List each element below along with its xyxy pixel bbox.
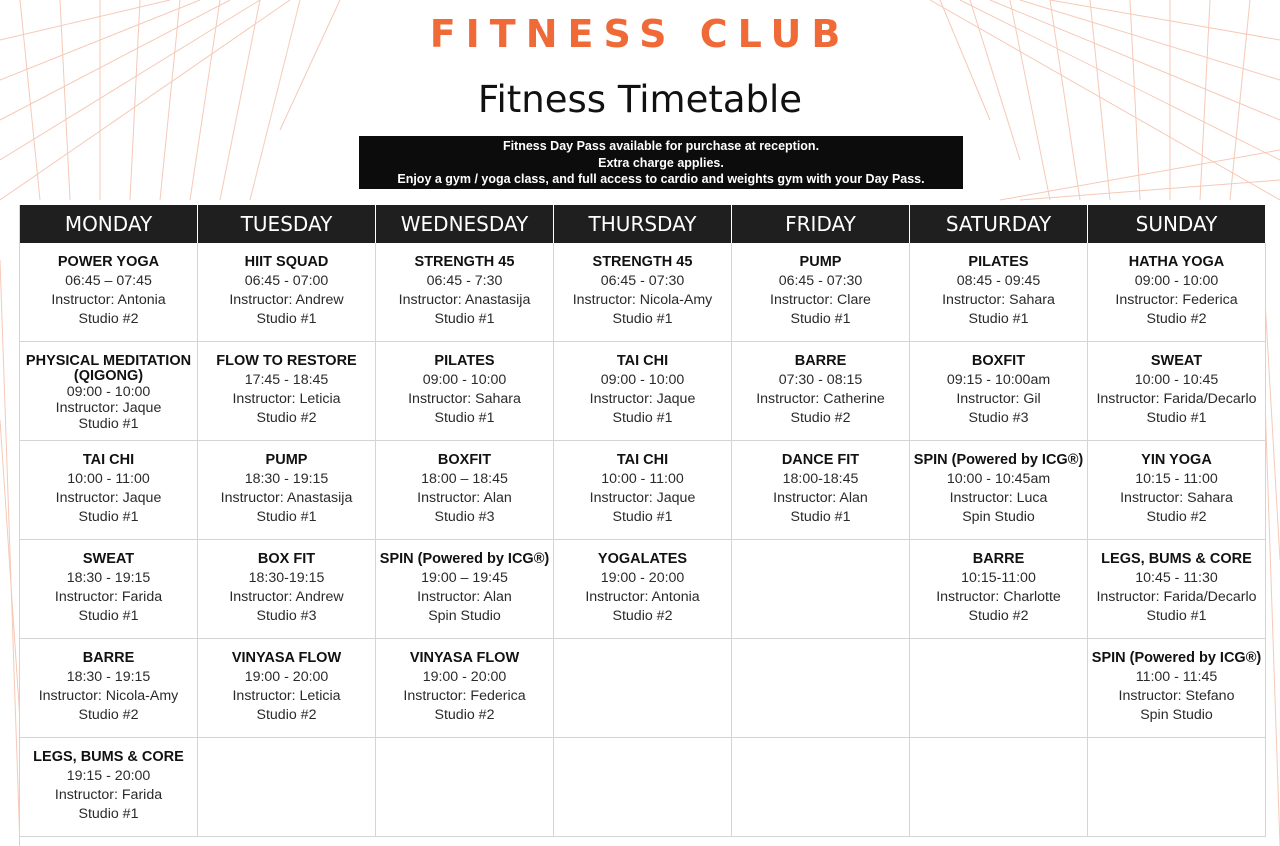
class-slot-friday xyxy=(732,441,910,540)
class-slot-thursday xyxy=(554,342,732,441)
class-room: Spin Studio xyxy=(1140,707,1213,723)
class-time: 19:00 – 19:45 xyxy=(421,570,508,586)
class-time: 10:15-11:00 xyxy=(961,570,1036,586)
class-slot-friday xyxy=(732,342,910,441)
class-room: Studio #1 xyxy=(78,608,139,624)
class-room: Studio #3 xyxy=(968,410,1029,426)
class-time: 09:00 - 10:00 xyxy=(1134,273,1219,289)
class-instructor: Instructor: Clare xyxy=(770,292,871,308)
day-header-sunday: SUNDAY xyxy=(1088,205,1266,243)
class-instructor: Instructor: Farida/Decarlo xyxy=(1096,391,1257,407)
class-room: Studio #1 xyxy=(1146,608,1207,624)
empty-slot-tuesday xyxy=(198,738,376,837)
class-time: 19:00 - 20:00 xyxy=(600,570,685,586)
class-time: 09:00 - 10:00 xyxy=(66,384,151,400)
brand-logo-text: FITNESS CLUB xyxy=(429,12,851,56)
class-room: Spin Studio xyxy=(962,509,1035,525)
class-time: 17:45 - 18:45 xyxy=(244,372,329,388)
class-name: TAI CHI xyxy=(616,452,669,468)
class-name: YIN YOGA xyxy=(1141,452,1212,468)
class-slot-thursday xyxy=(554,441,732,540)
class-room: Studio #2 xyxy=(78,707,139,723)
empty-slot-sunday xyxy=(1088,738,1266,837)
class-instructor: Instructor: Leticia xyxy=(232,688,341,704)
class-slot-saturday xyxy=(910,243,1088,342)
notice-line-1: Fitness Day Pass available for purchase at reception. xyxy=(502,139,820,153)
class-room: Studio #1 xyxy=(78,806,139,822)
class-name: YOGALATES xyxy=(597,551,688,567)
class-room: Studio #2 xyxy=(790,410,851,426)
class-room: Studio #1 xyxy=(968,311,1029,327)
class-name: PHYSICAL MEDITATION (QIGONG) xyxy=(25,353,192,384)
class-slot-sunday xyxy=(1088,342,1266,441)
class-name: LEGS, BUMS & CORE xyxy=(33,749,184,765)
class-name: VINYASA FLOW xyxy=(409,650,520,666)
class-name: TAI CHI xyxy=(82,452,135,468)
class-name: PILATES xyxy=(434,353,495,369)
class-instructor: Instructor: Alan xyxy=(417,589,512,605)
class-room: Studio #2 xyxy=(78,311,139,327)
class-instructor: Instructor: Jaque xyxy=(589,391,696,407)
class-slot-tuesday xyxy=(198,441,376,540)
day-header-wednesday: WEDNESDAY xyxy=(376,205,554,243)
class-slot-monday xyxy=(20,738,198,837)
class-instructor: Instructor: Alan xyxy=(417,490,512,506)
empty-slot-friday xyxy=(732,639,910,738)
class-room: Studio #1 xyxy=(1146,410,1207,426)
class-slot-wednesday xyxy=(376,243,554,342)
class-slot-saturday xyxy=(910,441,1088,540)
class-time: 19:00 - 20:00 xyxy=(244,669,329,685)
day-pass-notice xyxy=(359,136,963,189)
class-instructor: Instructor: Leticia xyxy=(232,391,341,407)
class-instructor: Instructor: Nicola-Amy xyxy=(38,688,179,704)
class-instructor: Instructor: Sahara xyxy=(408,391,521,407)
class-slot-sunday xyxy=(1088,441,1266,540)
class-name: BARRE xyxy=(794,353,847,369)
class-time: 10:45 - 11:30 xyxy=(1135,570,1218,586)
class-slot-monday xyxy=(20,540,198,639)
class-time: 10:00 - 11:00 xyxy=(601,471,684,487)
class-name: HATHA YOGA xyxy=(1128,254,1225,270)
class-name: BOXFIT xyxy=(437,452,492,468)
class-name: PUMP xyxy=(265,452,308,468)
class-instructor: Instructor: Farida xyxy=(54,589,163,605)
class-room: Studio #1 xyxy=(78,509,139,525)
class-time: 18:00-18:45 xyxy=(782,471,859,487)
class-room: Studio #2 xyxy=(1146,509,1207,525)
class-time: 07:30 - 08:15 xyxy=(778,372,863,388)
class-slot-saturday xyxy=(910,540,1088,639)
class-slot-wednesday xyxy=(376,639,554,738)
class-instructor: Instructor: Stefano xyxy=(1118,688,1235,704)
class-instructor: Instructor: Anastasija xyxy=(398,292,531,308)
class-room: Studio #2 xyxy=(612,608,673,624)
class-name: STRENGTH 45 xyxy=(414,254,515,270)
class-name: BOX FIT xyxy=(257,551,316,567)
class-instructor: Instructor: Sahara xyxy=(1120,490,1233,506)
class-room: Studio #1 xyxy=(790,311,851,327)
class-instructor: Instructor: Charlotte xyxy=(936,589,1061,605)
class-room: Studio #1 xyxy=(790,509,851,525)
notice-line-3: Enjoy a gym / yoga class, and full access to cardio and weights gym with your Day Pass. xyxy=(397,172,925,186)
empty-slot-thursday xyxy=(554,738,732,837)
class-name: STRENGTH 45 xyxy=(592,254,693,270)
day-header-friday: FRIDAY xyxy=(732,205,910,243)
class-name: SPIN (Powered by ICG®) xyxy=(913,452,1084,468)
class-slot-saturday xyxy=(910,342,1088,441)
day-header-tuesday: TUESDAY xyxy=(198,205,376,243)
class-room: Studio #1 xyxy=(256,311,317,327)
class-name: FLOW TO RESTORE xyxy=(216,353,357,369)
class-name: SWEAT xyxy=(1150,353,1203,369)
class-time: 06:45 - 07:30 xyxy=(778,273,863,289)
class-room: Studio #1 xyxy=(612,509,673,525)
class-room: Studio #2 xyxy=(256,410,317,426)
class-room: Studio #1 xyxy=(434,311,495,327)
class-instructor: Instructor: Andrew xyxy=(229,292,344,308)
class-room: Studio #3 xyxy=(434,509,495,525)
class-room: Studio #2 xyxy=(968,608,1029,624)
class-instructor: Instructor: Jaque xyxy=(55,490,162,506)
notice-line-2: Extra charge applies. xyxy=(598,155,724,170)
class-instructor: Instructor: Farida xyxy=(54,787,163,803)
class-slot-tuesday xyxy=(198,243,376,342)
class-room: Studio #1 xyxy=(256,509,317,525)
class-slot-thursday xyxy=(554,243,732,342)
class-room: Studio #2 xyxy=(256,707,317,723)
class-room: Studio #1 xyxy=(612,311,673,327)
empty-slot-wednesday xyxy=(376,738,554,837)
class-time: 06:45 - 07:00 xyxy=(244,273,329,289)
class-slot-wednesday xyxy=(376,342,554,441)
class-instructor: Instructor: Anastasija xyxy=(220,490,353,506)
class-instructor: Instructor: Nicola-Amy xyxy=(572,292,713,308)
class-slot-tuesday xyxy=(198,540,376,639)
class-slot-friday xyxy=(732,243,910,342)
class-room: Studio #2 xyxy=(1146,311,1207,327)
class-time: 10:00 - 11:00 xyxy=(67,471,150,487)
empty-slot-friday xyxy=(732,738,910,837)
class-name: PILATES xyxy=(968,254,1029,270)
class-slot-tuesday xyxy=(198,639,376,738)
class-instructor: Instructor: Jaque xyxy=(589,490,696,506)
empty-slot-friday xyxy=(732,540,910,639)
timetable-grid xyxy=(19,205,1265,846)
class-time: 19:15 - 20:00 xyxy=(66,768,151,784)
class-instructor: Instructor: Antonia xyxy=(51,292,166,308)
class-name: PUMP xyxy=(799,254,842,270)
class-slot-thursday xyxy=(554,540,732,639)
class-name: SPIN (Powered by ICG®) xyxy=(379,551,550,567)
class-slot-monday xyxy=(20,243,198,342)
class-name: BARRE xyxy=(972,551,1025,567)
class-time: 18:30 - 19:15 xyxy=(66,570,151,586)
class-time: 11:00 - 11:45 xyxy=(1135,669,1218,685)
day-header-saturday: SATURDAY xyxy=(910,205,1088,243)
class-time: 10:00 - 10:45am xyxy=(946,471,1051,487)
class-instructor: Instructor: Farida/Decarlo xyxy=(1096,589,1257,605)
class-name: SPIN (Powered by ICG®) xyxy=(1091,650,1262,666)
day-header-thursday: THURSDAY xyxy=(554,205,732,243)
class-instructor: Instructor: Jaque xyxy=(55,400,162,416)
class-instructor: Instructor: Alan xyxy=(773,490,868,506)
class-time: 18:30 - 19:15 xyxy=(66,669,151,685)
class-instructor: Instructor: Sahara xyxy=(942,292,1055,308)
class-instructor: Instructor: Luca xyxy=(949,490,1048,506)
class-name: HIIT SQUAD xyxy=(244,254,329,270)
empty-slot-thursday xyxy=(554,639,732,738)
class-name: BARRE xyxy=(82,650,135,666)
class-slot-wednesday xyxy=(376,441,554,540)
class-time: 06:45 – 07:45 xyxy=(65,273,152,289)
class-time: 10:00 - 10:45 xyxy=(1134,372,1219,388)
class-instructor: Instructor: Federica xyxy=(1115,292,1238,308)
class-name: TAI CHI xyxy=(616,353,669,369)
page-title: Fitness Timetable xyxy=(477,78,803,121)
empty-slot-saturday xyxy=(910,738,1088,837)
class-slot-monday xyxy=(20,342,198,441)
class-name: BOXFIT xyxy=(971,353,1026,369)
class-time: 06:45 - 07:30 xyxy=(600,273,685,289)
class-room: Studio #1 xyxy=(78,416,139,432)
class-instructor: Instructor: Antonia xyxy=(585,589,700,605)
empty-slot-saturday xyxy=(910,639,1088,738)
class-name: POWER YOGA xyxy=(57,254,160,270)
day-header-monday: MONDAY xyxy=(20,205,198,243)
class-slot-sunday xyxy=(1088,540,1266,639)
class-name: DANCE FIT xyxy=(781,452,860,468)
class-time: 19:00 - 20:00 xyxy=(422,669,507,685)
class-time: 09:15 - 10:00am xyxy=(946,372,1051,388)
class-time: 06:45 - 7:30 xyxy=(426,273,503,289)
class-slot-monday xyxy=(20,639,198,738)
class-time: 09:00 - 10:00 xyxy=(600,372,685,388)
class-room: Spin Studio xyxy=(428,608,501,624)
class-time: 09:00 - 10:00 xyxy=(422,372,507,388)
class-slot-sunday xyxy=(1088,243,1266,342)
class-slot-tuesday xyxy=(198,342,376,441)
class-room: Studio #3 xyxy=(256,608,317,624)
class-time: 18:30-19:15 xyxy=(248,570,325,586)
class-time: 10:15 - 11:00 xyxy=(1135,471,1218,487)
class-room: Studio #1 xyxy=(434,410,495,426)
class-instructor: Instructor: Federica xyxy=(403,688,526,704)
class-instructor: Instructor: Gil xyxy=(956,391,1041,407)
class-slot-monday xyxy=(20,441,198,540)
class-room: Studio #1 xyxy=(612,410,673,426)
class-name: LEGS, BUMS & CORE xyxy=(1101,551,1252,567)
class-instructor: Instructor: Andrew xyxy=(229,589,344,605)
class-time: 18:30 - 19:15 xyxy=(244,471,329,487)
class-time: 18:00 – 18:45 xyxy=(421,471,508,487)
class-name: SWEAT xyxy=(82,551,135,567)
class-room: Studio #2 xyxy=(434,707,495,723)
class-slot-wednesday xyxy=(376,540,554,639)
class-time: 08:45 - 09:45 xyxy=(956,273,1041,289)
class-instructor: Instructor: Catherine xyxy=(756,391,885,407)
class-slot-sunday xyxy=(1088,639,1266,738)
class-name: VINYASA FLOW xyxy=(231,650,342,666)
